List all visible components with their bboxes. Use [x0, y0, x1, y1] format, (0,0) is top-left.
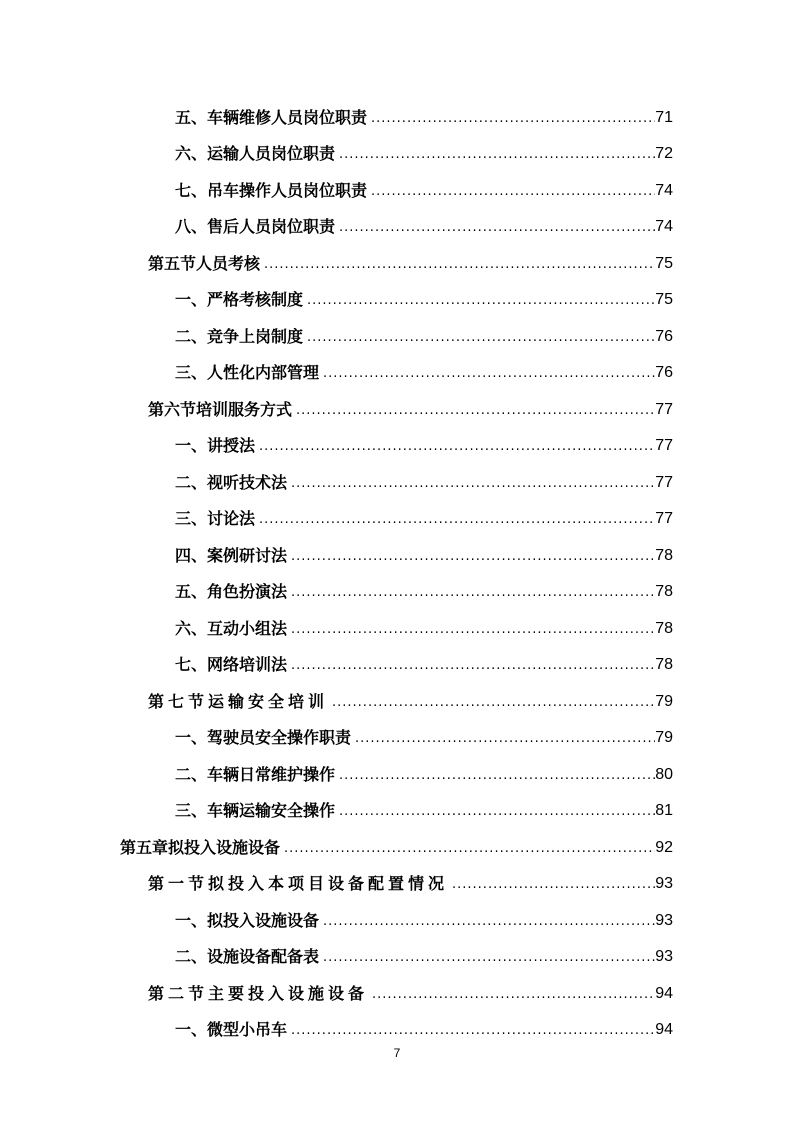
toc-entry-label: 二、视听技术法	[175, 473, 288, 492]
toc-entry-page: 78	[655, 620, 673, 637]
toc-entry-label: 二、车辆日常维护操作	[175, 765, 336, 784]
dot-leader	[291, 476, 655, 493]
toc-entry-page: 94	[655, 985, 673, 1002]
dot-leader	[323, 950, 655, 967]
dot-leader	[259, 439, 655, 456]
toc-entry[interactable]	[175, 540, 673, 566]
toc-entry-label: 第一节拟投入本项目设备配置情况	[148, 874, 449, 893]
toc-entry-label: 第五章拟投入设施设备	[120, 838, 281, 857]
toc-entry-label: 五、角色扮演法	[175, 582, 288, 601]
toc-entry-label: 第六节培训服务方式	[148, 400, 293, 419]
toc-entry[interactable]	[175, 795, 673, 821]
toc-entry-page: 74	[655, 182, 673, 199]
toc-entry[interactable]	[175, 102, 673, 128]
toc-entry-label: 二、设施设备配备表	[175, 947, 320, 966]
toc-section[interactable]	[148, 978, 673, 1004]
toc-entry[interactable]	[175, 284, 673, 310]
dot-leader	[339, 220, 655, 237]
toc-entry[interactable]	[175, 941, 673, 967]
toc-entry-label: 第七节运输安全培训	[148, 692, 329, 711]
toc-entry-label: 二、竞争上岗制度	[175, 327, 304, 346]
toc-entry-label: 一、严格考核制度	[175, 290, 304, 309]
toc-entry[interactable]	[175, 905, 673, 931]
toc-entry-page: 77	[655, 474, 673, 491]
toc-entry-page: 76	[655, 364, 673, 381]
dot-leader	[339, 768, 655, 785]
toc-entry-page: 78	[655, 583, 673, 600]
toc-entry-page: 80	[655, 766, 673, 783]
dot-leader	[307, 293, 655, 310]
toc-entry[interactable]	[175, 321, 673, 347]
toc-entry-label: 六、互动小组法	[175, 619, 288, 638]
dot-leader	[452, 877, 655, 894]
toc-entry-page: 75	[655, 255, 673, 272]
toc-entry-label: 六、运输人员岗位职责	[175, 144, 336, 163]
toc-entry[interactable]	[175, 503, 673, 529]
toc-entry-page: 77	[655, 437, 673, 454]
toc-section[interactable]	[148, 248, 673, 274]
toc-entry[interactable]	[175, 430, 673, 456]
toc-entry-page: 93	[655, 875, 673, 892]
toc-entry[interactable]	[175, 759, 673, 785]
toc-entry-page: 76	[655, 328, 673, 345]
toc-entry[interactable]	[175, 211, 673, 237]
toc-entry-page: 93	[655, 912, 673, 929]
toc-entry[interactable]	[175, 1014, 673, 1040]
toc-entry-page: 75	[655, 291, 673, 308]
dot-leader	[264, 257, 655, 274]
toc-entry[interactable]	[175, 576, 673, 602]
dot-leader	[339, 804, 655, 821]
toc-entry-label: 七、网络培训法	[175, 655, 288, 674]
toc-entry[interactable]	[175, 357, 673, 383]
dot-leader	[291, 658, 655, 675]
toc-entry[interactable]	[175, 138, 673, 164]
toc-entry-label: 一、讲授法	[175, 436, 256, 455]
toc-entry-label: 第二节主要投入设施设备	[148, 984, 369, 1003]
toc-entry-page: 78	[655, 656, 673, 673]
toc-entry-label: 八、售后人员岗位职责	[175, 217, 336, 236]
dot-leader	[339, 147, 655, 164]
toc-entry-page: 93	[655, 948, 673, 965]
toc-entry-page: 78	[655, 547, 673, 564]
toc-entry-label: 三、讨论法	[175, 509, 256, 528]
toc-entry-page: 77	[655, 510, 673, 527]
dot-leader	[323, 914, 655, 931]
toc-section[interactable]	[148, 686, 673, 712]
toc-entry-page: 81	[655, 802, 673, 819]
toc-entry-page: 74	[655, 218, 673, 235]
toc-entry-label: 第五节人员考核	[148, 254, 261, 273]
toc-entry-label: 七、吊车操作人员岗位职责	[175, 181, 368, 200]
dot-leader	[332, 695, 655, 712]
dot-leader	[291, 549, 655, 566]
toc-entry-page: 77	[655, 401, 673, 418]
toc-entry-label: 三、人性化内部管理	[175, 363, 320, 382]
toc-entry-label: 三、车辆运输安全操作	[175, 801, 336, 820]
dot-leader	[307, 330, 655, 347]
toc-entry[interactable]	[175, 649, 673, 675]
dot-leader	[372, 987, 655, 1004]
dot-leader	[291, 1023, 655, 1040]
toc-entry-label: 四、案例研讨法	[175, 546, 288, 565]
dot-leader	[323, 366, 655, 383]
toc-section[interactable]	[148, 394, 673, 420]
dot-leader	[371, 111, 655, 128]
toc-entry-page: 72	[655, 145, 673, 162]
dot-leader	[291, 622, 655, 639]
toc-entry-label: 五、车辆维修人员岗位职责	[175, 108, 368, 127]
toc-section[interactable]	[148, 868, 673, 894]
toc-entry-label: 一、拟投入设施设备	[175, 911, 320, 930]
dot-leader	[296, 403, 655, 420]
dot-leader	[371, 184, 655, 201]
toc-entry-page: 79	[655, 729, 673, 746]
toc-entry-label: 一、微型小吊车	[175, 1020, 288, 1039]
toc-entry-page: 79	[655, 693, 673, 710]
toc-chapter[interactable]	[120, 832, 673, 858]
toc-entry-page: 92	[655, 839, 673, 856]
dot-leader	[355, 731, 655, 748]
toc-entry-label: 一、驾驶员安全操作职责	[175, 728, 352, 747]
dot-leader	[291, 585, 655, 602]
toc-entry[interactable]	[175, 467, 673, 493]
toc-entry-page: 71	[655, 109, 673, 126]
dot-leader	[259, 512, 655, 529]
dot-leader	[284, 841, 655, 858]
toc-entry[interactable]	[175, 175, 673, 201]
toc-entry[interactable]	[175, 722, 673, 748]
toc-entry-page: 94	[655, 1021, 673, 1038]
toc-entry[interactable]	[175, 613, 673, 639]
page-number: 7	[393, 1046, 401, 1060]
